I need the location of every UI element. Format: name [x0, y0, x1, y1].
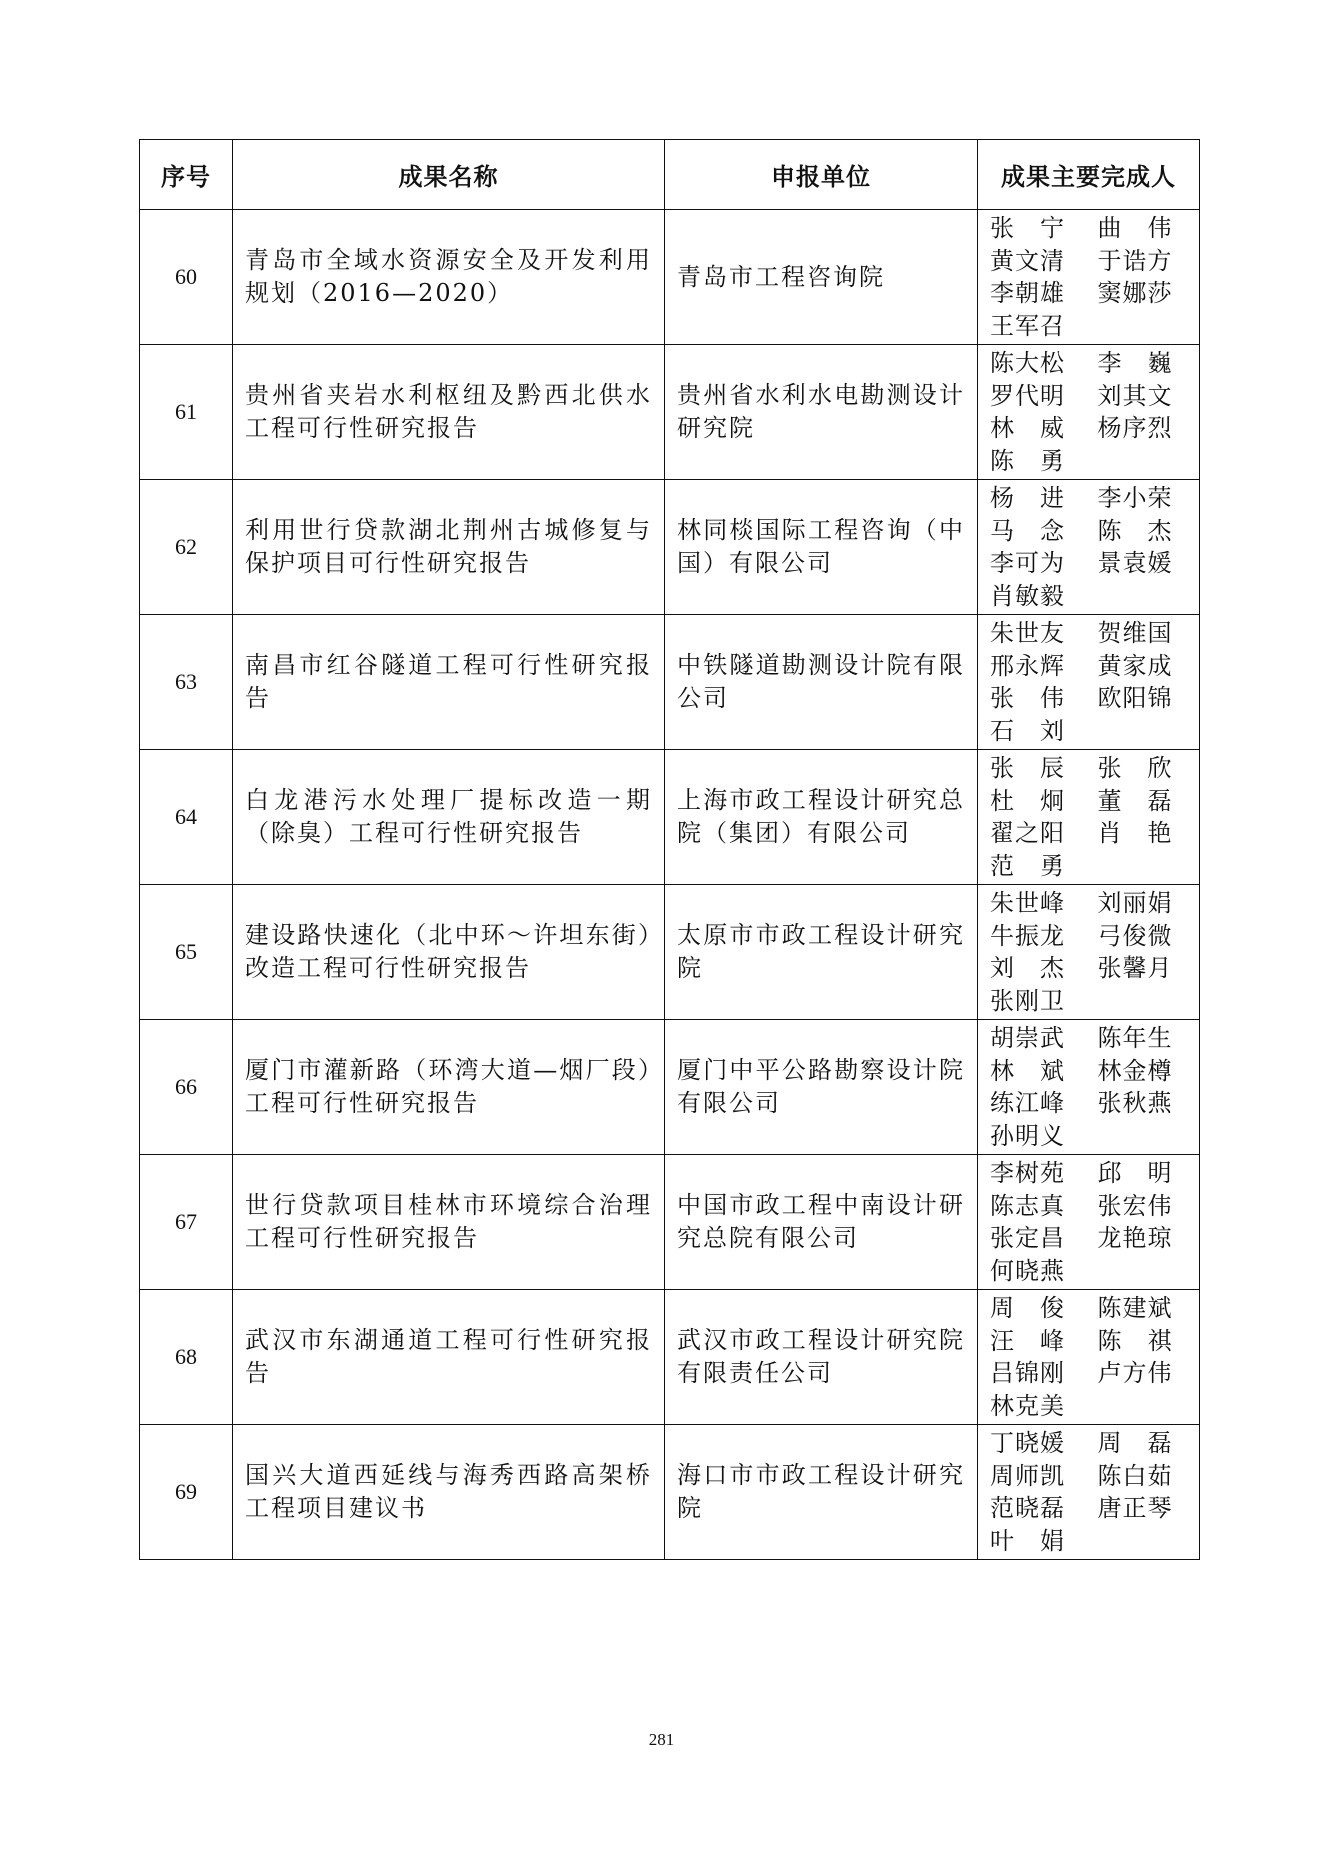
contributors-list: [990, 1157, 1187, 1287]
contributor-name: 林 威: [990, 414, 1065, 442]
row-achievement-name: 世行贷款项目桂林市环境综合治理工程可行性研究报告: [233, 1155, 665, 1290]
contributor-name: 陈 杰: [1097, 516, 1173, 545]
contributor-name: 景袁媛: [1097, 549, 1173, 577]
table-row: [140, 345, 1200, 480]
contributor-name: 陈志真: [990, 1191, 1065, 1220]
row-achievement-name: 国兴大道西延线与海秀西路高架桥工程项目建议书: [233, 1425, 665, 1560]
table-row: [140, 1155, 1200, 1290]
row-reporting-unit: 厦门中平公路勘察设计院有限公司: [665, 1020, 978, 1155]
table-row: [140, 1290, 1200, 1425]
page-number: 281: [648, 1730, 675, 1749]
contributor-name: 刘 杰: [990, 954, 1065, 982]
row-main-contributors: [978, 885, 1200, 1020]
contributor-name: 刘其文: [1097, 381, 1173, 410]
contributor-name: 林克美: [990, 1391, 1065, 1420]
contributor-name: 黄文清: [990, 246, 1065, 275]
header-row: [140, 140, 1200, 210]
contributor-name: 邱 明: [1097, 1159, 1173, 1187]
row-seq: 66: [140, 1020, 233, 1155]
row-seq: 64: [140, 750, 233, 885]
table-row: [140, 750, 1200, 885]
contributor-name: 肖 艳: [1097, 819, 1173, 847]
row-main-contributors: [978, 615, 1200, 750]
contributors-list: [990, 212, 1187, 342]
contributor-name: 欧阳锦: [1097, 684, 1173, 712]
contributor-name: 唐正琴: [1097, 1494, 1173, 1522]
row-seq: 65: [140, 885, 233, 1020]
row-seq: 63: [140, 615, 233, 750]
row-seq: 60: [140, 210, 233, 345]
header-people: 成果主要完成人: [978, 140, 1200, 210]
contributors-list: [990, 752, 1187, 882]
contributor-name: 马 念: [990, 516, 1065, 545]
table-row: [140, 480, 1200, 615]
contributor-name: 李 巍: [1097, 349, 1173, 377]
contributor-name: 叶 娟: [990, 1526, 1065, 1555]
contributor-name: 董 磊: [1097, 786, 1173, 815]
row-achievement-name: 青岛市全域水资源安全及开发利用规划（2016—2020）: [233, 210, 665, 345]
row-achievement-name: 武汉市东湖通道工程可行性研究报告: [233, 1290, 665, 1425]
contributor-name: 罗代明: [990, 381, 1065, 410]
contributor-name: 何晓燕: [990, 1256, 1065, 1285]
contributor-name: 曲 伟: [1097, 214, 1173, 242]
contributor-name: 于诰方: [1097, 246, 1173, 275]
contributor-name: 张 欣: [1097, 754, 1173, 782]
row-achievement-name: 白龙港污水处理厂提标改造一期（除臭）工程可行性研究报告: [233, 750, 665, 885]
row-main-contributors: [978, 750, 1200, 885]
contributor-name: 朱世峰: [990, 889, 1065, 917]
contributor-name: 范晓磊: [990, 1494, 1065, 1522]
row-achievement-name: 贵州省夹岩水利枢纽及黔西北供水工程可行性研究报告: [233, 345, 665, 480]
header-unit: 申报单位: [665, 140, 978, 210]
contributor-name: 贺维国: [1097, 619, 1173, 647]
row-main-contributors: [978, 1155, 1200, 1290]
contributors-list: [990, 1292, 1187, 1422]
contributor-name: 李可为: [990, 549, 1065, 577]
contributor-name: 肖敏毅: [990, 581, 1065, 610]
row-reporting-unit: 中国市政工程中南设计研究总院有限公司: [665, 1155, 978, 1290]
contributor-name: 张定昌: [990, 1224, 1065, 1252]
row-reporting-unit: 武汉市政工程设计研究院有限责任公司: [665, 1290, 978, 1425]
contributor-name: 窦娜莎: [1097, 279, 1173, 307]
contributor-name: 卢方伟: [1097, 1359, 1173, 1387]
contributors-list: [990, 1022, 1187, 1152]
table-row: [140, 210, 1200, 345]
header-name: 成果名称: [233, 140, 665, 210]
contributor-name: 杜 炯: [990, 786, 1065, 815]
row-seq: 61: [140, 345, 233, 480]
contributor-name: 周 俊: [990, 1294, 1065, 1322]
contributor-name: 陈建斌: [1097, 1294, 1173, 1322]
contributor-name: 林金樽: [1097, 1056, 1173, 1085]
contributor-name: 周 磊: [1097, 1429, 1173, 1457]
row-reporting-unit: 林同棪国际工程咨询（中国）有限公司: [665, 480, 978, 615]
row-main-contributors: [978, 480, 1200, 615]
contributor-name: 弓俊微: [1097, 921, 1173, 950]
row-seq: 68: [140, 1290, 233, 1425]
contributor-name: 杨 进: [990, 484, 1065, 512]
row-achievement-name: 利用世行贷款湖北荆州古城修复与保护项目可行性研究报告: [233, 480, 665, 615]
row-reporting-unit: 海口市市政工程设计研究院: [665, 1425, 978, 1560]
contributors-list: [990, 617, 1187, 747]
contributor-name: 陈白茹: [1097, 1461, 1173, 1490]
contributor-name: 吕锦刚: [990, 1359, 1065, 1387]
table-row: [140, 1020, 1200, 1155]
contributor-name: 石 刘: [990, 716, 1065, 745]
row-main-contributors: [978, 1425, 1200, 1560]
contributor-name: 陈 祺: [1097, 1326, 1173, 1355]
contributor-name: 张 宁: [990, 214, 1065, 242]
contributor-name: 胡崇武: [990, 1024, 1065, 1052]
contributor-name: 李树苑: [990, 1159, 1065, 1187]
row-main-contributors: [978, 1020, 1200, 1155]
contributor-name: 练江峰: [990, 1089, 1065, 1117]
row-reporting-unit: 青岛市工程咨询院: [665, 210, 978, 345]
results-table: [139, 139, 1200, 1560]
table-row: [140, 1425, 1200, 1560]
contributor-name: 林 斌: [990, 1056, 1065, 1085]
contributor-name: 杨序烈: [1097, 414, 1173, 442]
contributor-name: 张 伟: [990, 684, 1065, 712]
row-achievement-name: 厦门市灌新路（环湾大道—烟厂段）工程可行性研究报告: [233, 1020, 665, 1155]
row-reporting-unit: 上海市政工程设计研究总院（集团）有限公司: [665, 750, 978, 885]
contributor-name: 丁晓媛: [990, 1429, 1065, 1457]
contributor-name: 张宏伟: [1097, 1191, 1173, 1220]
row-main-contributors: [978, 345, 1200, 480]
contributor-name: 牛振龙: [990, 921, 1065, 950]
contributor-name: 周师凯: [990, 1461, 1065, 1490]
row-reporting-unit: 中铁隧道勘测设计院有限公司: [665, 615, 978, 750]
contributor-name: 张馨月: [1097, 954, 1173, 982]
table-row: [140, 615, 1200, 750]
row-reporting-unit: 太原市市政工程设计研究院: [665, 885, 978, 1020]
row-main-contributors: [978, 1290, 1200, 1425]
contributor-name: 孙明义: [990, 1121, 1065, 1150]
contributor-name: 龙艳琼: [1097, 1224, 1173, 1252]
row-achievement-name: 建设路快速化（北中环～许坦东街）改造工程可行性研究报告: [233, 885, 665, 1020]
row-seq: 69: [140, 1425, 233, 1560]
contributors-list: [990, 482, 1187, 612]
contributor-name: 张刚卫: [990, 986, 1065, 1015]
contributor-name: 翟之阳: [990, 819, 1065, 847]
contributor-name: 张秋燕: [1097, 1089, 1173, 1117]
contributor-name: 范 勇: [990, 851, 1065, 880]
contributor-name: 李小荣: [1097, 484, 1173, 512]
contributor-name: 刘丽娟: [1097, 889, 1173, 917]
contributor-name: 陈 勇: [990, 446, 1065, 475]
contributor-name: 邢永辉: [990, 651, 1065, 680]
contributor-name: 黄家成: [1097, 651, 1173, 680]
contributor-name: 陈大松: [990, 349, 1065, 377]
row-main-contributors: [978, 210, 1200, 345]
contributors-list: [990, 1427, 1187, 1557]
table-row: [140, 885, 1200, 1020]
contributors-list: [990, 347, 1187, 477]
header-seq: 序号: [140, 140, 233, 210]
contributor-name: 张 辰: [990, 754, 1065, 782]
row-seq: 62: [140, 480, 233, 615]
contributor-name: 李朝雄: [990, 279, 1065, 307]
contributors-list: [990, 887, 1187, 1017]
contributor-name: 王军召: [990, 311, 1065, 340]
contributor-name: 朱世友: [990, 619, 1065, 647]
contributor-name: 陈年生: [1097, 1024, 1173, 1052]
row-achievement-name: 南昌市红谷隧道工程可行性研究报告: [233, 615, 665, 750]
table-header: [140, 140, 1200, 210]
row-reporting-unit: 贵州省水利水电勘测设计研究院: [665, 345, 978, 480]
contributor-name: 汪 峰: [990, 1326, 1065, 1355]
row-seq: 67: [140, 1155, 233, 1290]
table-body: [140, 210, 1200, 1560]
